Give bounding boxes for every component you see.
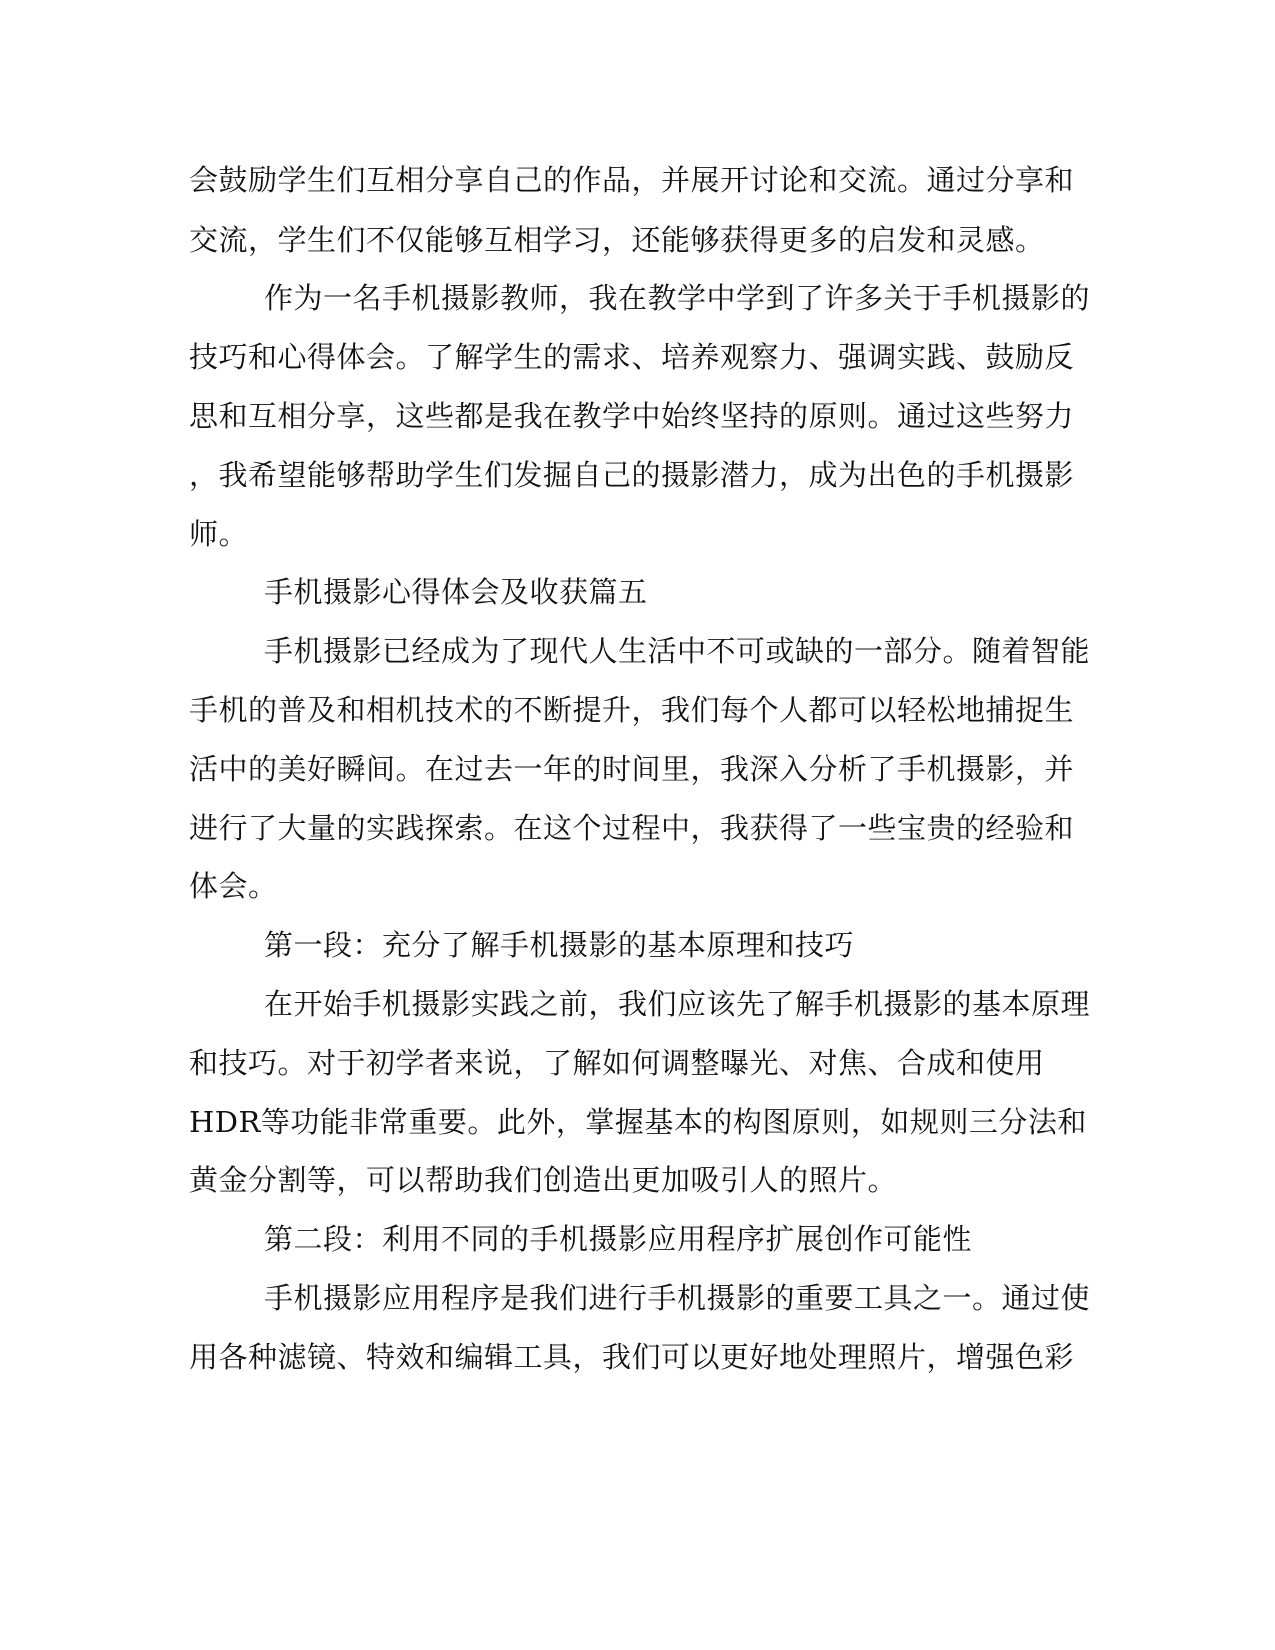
text-line: 黄金分割等，可以帮助我们创造出更加吸引人的照片。 [189,1163,898,1197]
text-line: HDR等功能非常重要。此外，掌握基本的构图原则，如规则三分法和 [189,1105,1087,1139]
text-line: 思和互相分享，这些都是我在教学中始终坚持的原则。通过这些努力 [189,399,1075,433]
section-heading: 第一段：充分了解手机摄影的基本原理和技巧 [264,928,855,962]
text-line: 会鼓励学生们互相分享自己的作品，并展开讨论和交流。通过分享和 [189,163,1075,197]
paragraph-start-line: 手机摄影已经成为了现代人生活中不可或缺的一部分。随着智能 [264,634,1091,668]
section-heading: 第二段：利用不同的手机摄影应用程序扩展创作可能性 [264,1222,973,1256]
text-line: 活中的美好瞬间。在过去一年的时间里，我深入分析了手机摄影，并 [189,752,1075,786]
text-line: 师。 [189,517,249,551]
paragraph-start-line: 作为一名手机摄影教师，我在教学中学到了许多关于手机摄影的 [264,281,1091,315]
text-line: 体会。 [189,869,278,903]
paragraph-start-line: 在开始手机摄影实践之前，我们应该先了解手机摄影的基本原理 [264,987,1091,1021]
section-heading: 手机摄影心得体会及收获篇五 [264,575,648,609]
text-line: 用各种滤镜、特效和编辑工具，我们可以更好地处理照片，增强色彩 [189,1340,1075,1374]
text-line: 技巧和心得体会。了解学生的需求、培养观察力、强调实践、鼓励反 [189,340,1075,374]
text-line: 交流，学生们不仅能够互相学习，还能够获得更多的启发和灵感。 [189,223,1045,257]
text-line: 和技巧。对于初学者来说，了解如何调整曝光、对焦、合成和使用 [189,1046,1045,1080]
text-line: ，我希望能够帮助学生们发掘自己的摄影潜力，成为出色的手机摄影 [189,458,1075,492]
paragraph-start-line: 手机摄影应用程序是我们进行手机摄影的重要工具之一。通过使 [264,1281,1091,1315]
text-line: 进行了大量的实践探索。在这个过程中，我获得了一些宝贵的经验和 [189,811,1075,845]
text-line: 手机的普及和相机技术的不断提升，我们每个人都可以轻松地捕捉生 [189,693,1075,727]
